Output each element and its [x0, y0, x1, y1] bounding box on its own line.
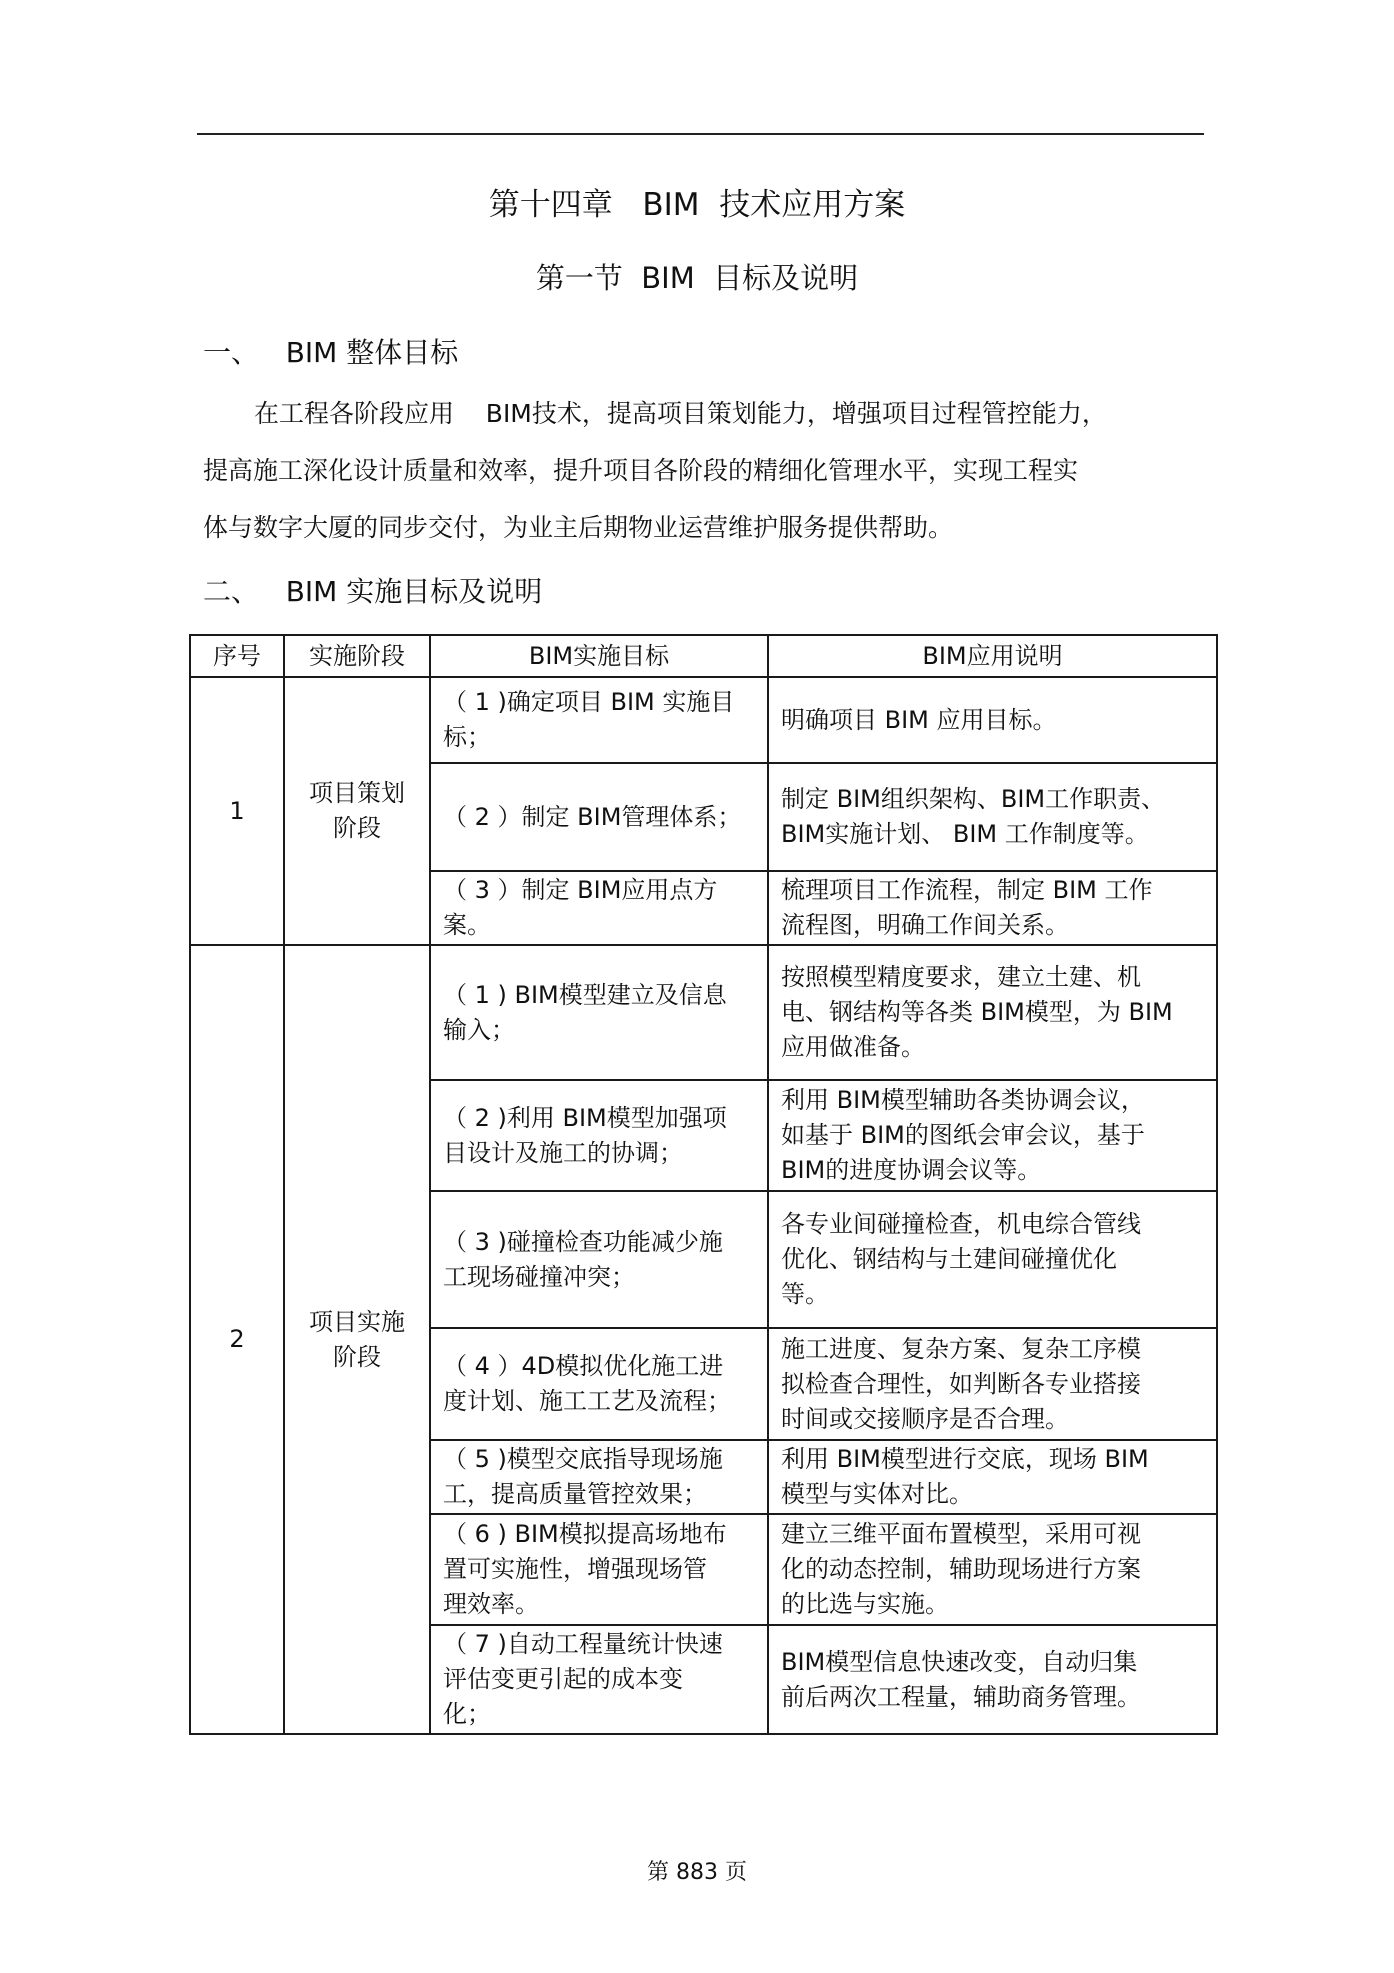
paragraph-line: 在工程各阶段应用 BIM技术，提高项目策划能力，增强项目过程管控能力，: [254, 399, 1107, 428]
stage-text: 项目实施 阶段: [309, 1307, 405, 1371]
header-goal: BIM实施目标: [430, 635, 768, 677]
description-cell: [768, 763, 1217, 871]
table-header-row: [190, 635, 1217, 677]
goal-cell: [430, 1191, 768, 1328]
table-row: [190, 945, 1217, 1080]
bim-goals-table: [189, 634, 1218, 1735]
goal-text: （ 3 ）制定 BIM应用点方 案。: [443, 876, 718, 939]
stage-cell: [284, 677, 430, 945]
intro-paragraph: [203, 395, 1163, 547]
goal-text: （ 2 ）制定 BIM管理体系；: [443, 802, 742, 831]
page-number: 第 883 页: [647, 1860, 747, 1885]
description-text: 各专业间碰撞检查，机电综合管线 优化、钢结构与土建间碰撞优化 等。: [781, 1210, 1141, 1308]
header-description: BIM应用说明: [768, 635, 1217, 677]
table-row: [190, 677, 1217, 763]
stage-text: 项目策划 阶段: [309, 779, 405, 842]
row-number: [190, 677, 284, 945]
description-text: 梳理项目工作流程，制定 BIM 工作 流程图，明确工作间关系。: [781, 876, 1153, 939]
stage-cell: [284, 945, 430, 1734]
row-number: [190, 945, 284, 1734]
goal-cell: [430, 1328, 768, 1440]
goal-cell: [430, 677, 768, 763]
header-stage: 实施阶段: [284, 635, 430, 677]
goal-text: （ 2 )利用 BIM模型加强项 目设计及施工的协调；: [443, 1103, 727, 1167]
description-text: 明确项目 BIM 应用目标。: [781, 705, 1057, 734]
goal-cell: [430, 871, 768, 945]
description-text: 利用 BIM模型进行交底，现场 BIM 模型与实体对比。: [781, 1445, 1149, 1508]
goal-cell: [430, 945, 768, 1080]
description-cell: [768, 1328, 1217, 1440]
goal-cell: [430, 763, 768, 871]
goal-text: （ 6 ) BIM模拟提高场地布 置可实施性，增强现场管 理效率。: [443, 1520, 727, 1618]
description-text: 制定 BIM组织架构、BIM工作职责、 BIM实施计划、 BIM 工作制度等。: [781, 785, 1166, 848]
section-title: 第一节 BIM 目标及说明: [535, 261, 859, 295]
heading-overall-goal: 一、 BIM 整体目标: [203, 336, 459, 369]
description-text: 施工进度、复杂方案、复杂工序模 拟检查合理性，如判断各专业搭接 时间或交接顺序是否合理。: [781, 1334, 1141, 1433]
description-text: 利用 BIM模型辅助各类协调会议， 如基于 BIM的图纸会审会议，基于 BIM的进度协调会议等。: [781, 1086, 1145, 1184]
goal-cell: [430, 1080, 768, 1191]
description-cell: [768, 1191, 1217, 1328]
description-text: 按照模型精度要求，建立土建、机 电、钢结构等各类 BIM模型，为 BIM 应用做准备。: [781, 963, 1173, 1061]
description-cell: [768, 1514, 1217, 1625]
description-cell: [768, 1440, 1217, 1514]
description-cell: [768, 1080, 1217, 1191]
paragraph-line: 体与数字大厦的同步交付，为业主后期物业运营维护服务提供帮助。: [203, 513, 954, 542]
description-text: BIM模型信息快速改变，自动归集 前后两次工程量，辅助商务管理。: [781, 1647, 1141, 1711]
description-cell: [768, 871, 1217, 945]
heading-implementation-goal: 二、 BIM 实施目标及说明: [203, 575, 543, 608]
row-number-text: 1: [229, 796, 245, 825]
goal-cell: [430, 1625, 768, 1734]
goal-text: （ 7 )自动工程量统计快速 评估变更引起的成本变 化；: [443, 1630, 723, 1728]
goal-cell: [430, 1440, 768, 1514]
chapter-title: 第十四章 BIM 技术应用方案: [488, 187, 906, 223]
goal-cell: [430, 1514, 768, 1625]
header-no: 序号: [190, 635, 284, 677]
goal-text: （ 1 )确定项目 BIM 实施目 标；: [443, 688, 735, 751]
description-cell: [768, 677, 1217, 763]
header-rule: [197, 133, 1204, 135]
goal-text: （ 3 )碰撞检查功能减少施 工现场碰撞冲突；: [443, 1227, 723, 1291]
description-cell: [768, 945, 1217, 1080]
goal-text: （ 1 ) BIM模型建立及信息 输入；: [443, 980, 727, 1044]
paragraph-line: 提高施工深化设计质量和效率，提升项目各阶段的精细化管理水平，实现工程实: [203, 456, 1079, 485]
goal-text: （ 4 ）4D模拟优化施工进 度计划、施工工艺及流程；: [443, 1352, 731, 1415]
row-number-text: 2: [229, 1325, 245, 1353]
goal-text: （ 5 )模型交底指导现场施 工，提高质量管控效果；: [443, 1445, 723, 1508]
description-cell: [768, 1625, 1217, 1734]
description-text: 建立三维平面布置模型，采用可视 化的动态控制，辅助现场进行方案 的比选与实施。: [781, 1520, 1141, 1618]
